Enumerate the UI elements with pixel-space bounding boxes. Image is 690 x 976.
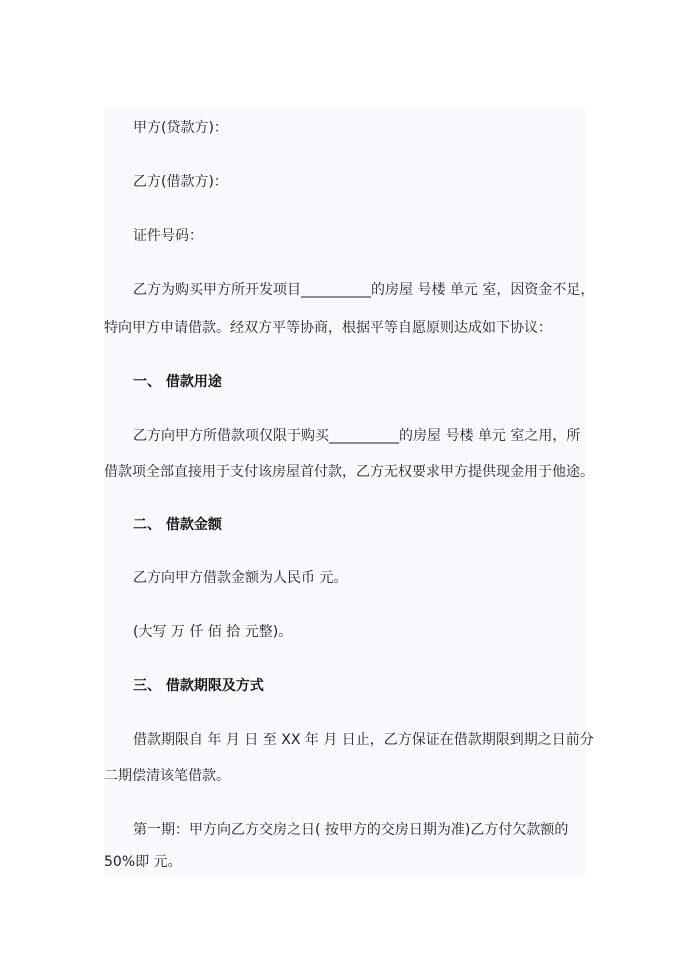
section-1-paragraph-line-2: 借款项全部直接用于支付该房屋首付款，乙方无权要求甲方提供现金用于他途。 [104,464,594,480]
section-2-title: 二、 借款金额 [133,517,222,533]
section-3-paragraph-line-1: 借款期限自 年 月 日 至 XX 年 月 日止，乙方保证在借款期限到期之日前分 [133,732,594,748]
section-3-paragraph-line-2: 二期偿清该笔借款。 [104,768,230,784]
content-panel [104,108,586,876]
section-1-title: 一、 借款用途 [133,374,222,390]
intro-paragraph-line-1: 乙方为购买甲方所开发项目__________的房屋 号楼 单元 室，因资金不足， [133,282,595,298]
id-number-label: 证件号码： [133,228,203,244]
section-1-paragraph-line-1: 乙方向甲方所借款项仅限于购买__________的房屋 号楼 单元 室之用，所 [133,428,581,444]
section-2-amount-line: 乙方向甲方借款金额为人民币 元。 [133,570,348,586]
intro-paragraph-line-2: 特向甲方申请借款。经双方平等协商，根据平等自愿原则达成如下协议： [104,320,552,336]
section-3-paragraph-line-4: 50%即 元。 [104,854,182,870]
section-2-capital-amount-line: (大写 万 仟 佰 拾 元整)。 [133,624,293,640]
section-3-title: 三、 借款期限及方式 [133,678,264,694]
party-a-label: 甲方(贷款方)： [133,120,228,136]
section-3-paragraph-line-3: 第一期：甲方向乙方交房之日( 按甲方的交房日期为准)乙方付欠款额的 [133,822,569,838]
party-b-label: 乙方(借款方)： [133,174,228,190]
